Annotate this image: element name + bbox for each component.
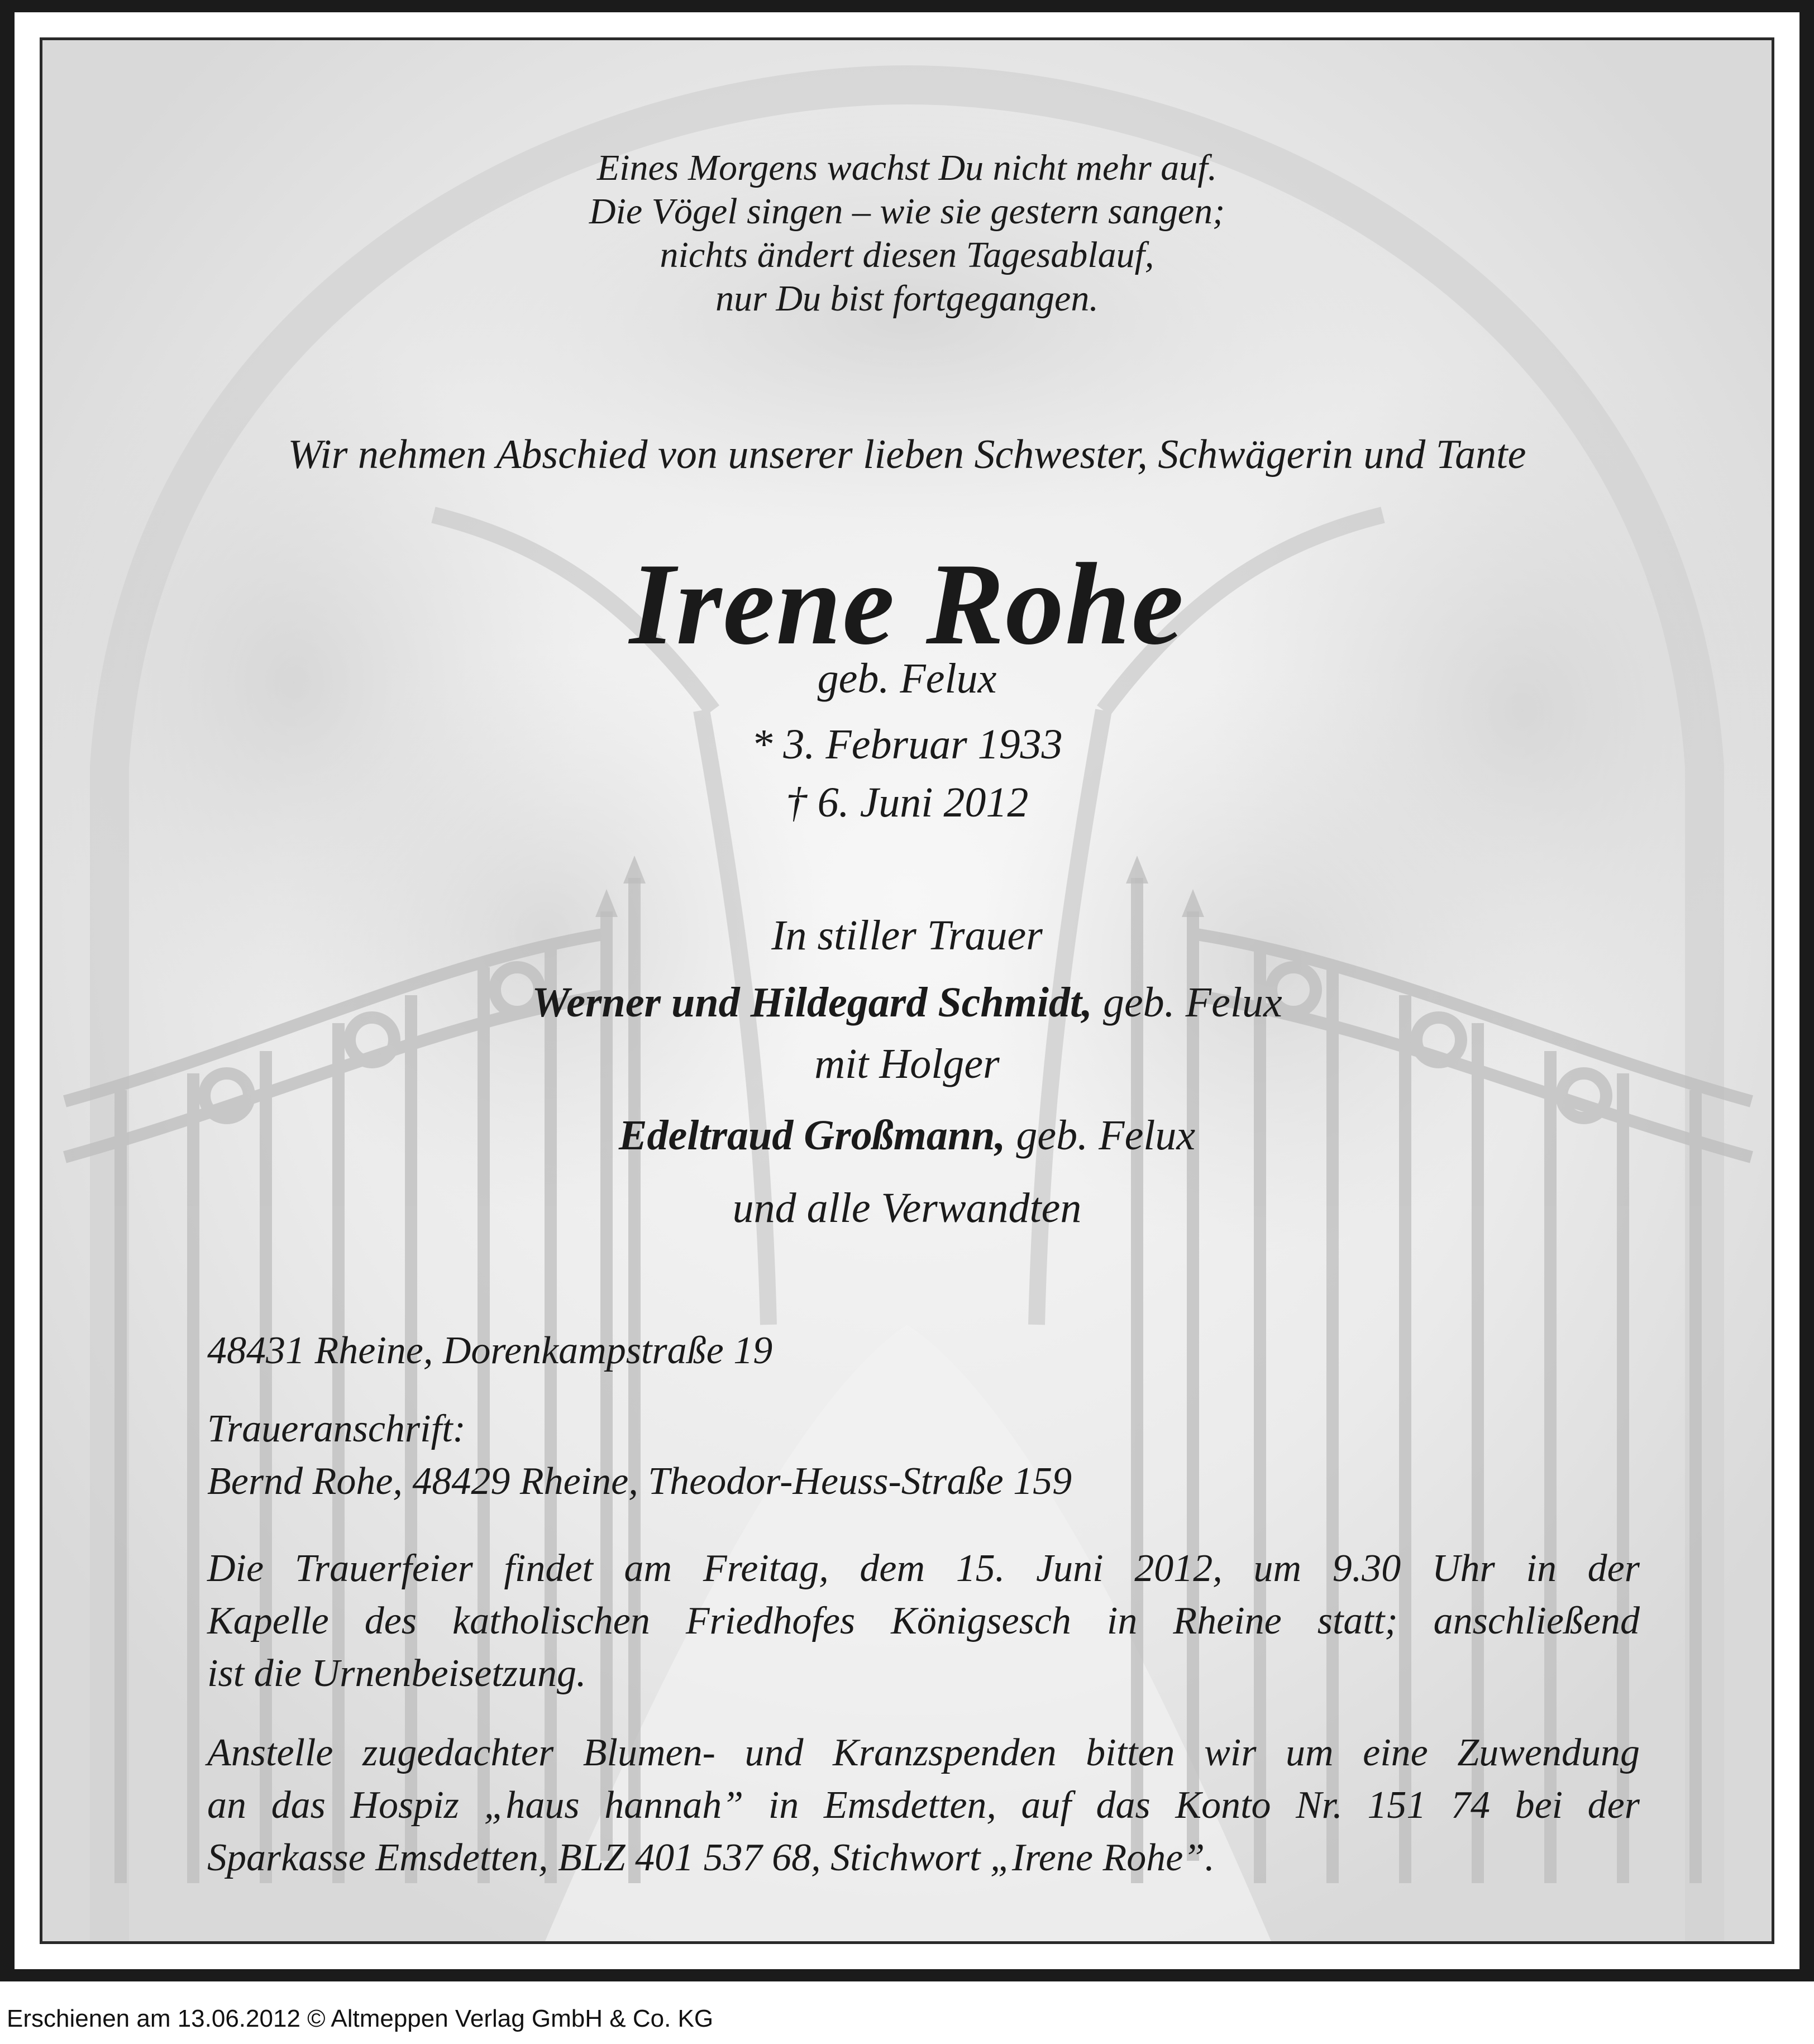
poem-line: nichts ändert diesen Tagesablauf, <box>660 235 1154 275</box>
poem-line: Die Vögel singen – wie sie gestern sangen; <box>589 191 1225 232</box>
ceremony-paragraph <box>207 1542 1640 1700</box>
poem-line: Eines Morgens wachst Du nicht mehr auf. <box>596 147 1218 188</box>
obituary-panel <box>42 40 1772 1941</box>
mourner-suffix-1: geb. Felux <box>1092 979 1282 1026</box>
farewell-intro: Wir nehmen Abschied von unserer lieben Schwester, Schwägerin und Tante <box>288 432 1526 477</box>
mourner-names-1: Werner und Hildegard Schmidt, <box>532 979 1092 1026</box>
ceremony-line-1: Die Trauerfeier findet am Freitag, dem 15. Juni 2012, um 9.30 Uhr in der <box>207 1547 1640 1590</box>
poem-line: nur Du bist fortgegangen. <box>715 278 1099 319</box>
mourner-line-4: und alle Verwandten <box>732 1185 1082 1231</box>
donation-line-2: an das Hospiz „haus hannah” in Emsdetten, auf das Konto Nr. 151 74 bei der <box>207 1784 1640 1827</box>
death-date: † 6. Juni 2012 <box>785 779 1029 826</box>
ceremony-line-2: Kapelle des katholischen Friedhofes Königsesch in Rheine statt; anschließend <box>207 1599 1640 1642</box>
publication-footer: Erschienen am 13.06.2012 © Altmeppen Verlag GmbH & Co. KG <box>7 2005 714 2032</box>
mourner-suffix-3: geb. Felux <box>1005 1112 1196 1159</box>
home-address: 48431 Rheine, Dorenkampstraße 19 <box>207 1329 773 1372</box>
mourner-names-3: Edeltraud Großmann, <box>618 1112 1006 1159</box>
donation-line-1: Anstelle zugedachter Blumen- und Kranzspenden bitten wir um eine Zuwendung <box>207 1731 1640 1774</box>
mourner-line-1 <box>42 978 1772 1027</box>
donation-paragraph <box>207 1727 1640 1884</box>
maiden-name: geb. Felux <box>817 655 997 702</box>
birth-date: * 3. Februar 1933 <box>751 721 1063 768</box>
condolence-address-label: Traueranschrift: <box>207 1407 466 1450</box>
donation-line-3: Sparkasse Emsdetten, BLZ 401 537 68, Stichwort „Irene Rohe”. <box>207 1836 1215 1879</box>
ceremony-line-3: ist die Urnenbeisetzung. <box>207 1652 586 1695</box>
condolence-address: Bernd Rohe, 48429 Rheine, Theodor-Heuss-Straße 159 <box>207 1460 1072 1503</box>
mourner-line-3 <box>42 1111 1772 1160</box>
mourner-line-2: mit Holger <box>814 1040 1000 1087</box>
deceased-name: Irene Rohe <box>629 539 1185 669</box>
mourners-heading: In stiller Trauer <box>771 912 1043 959</box>
inner-frame <box>15 12 1799 1969</box>
